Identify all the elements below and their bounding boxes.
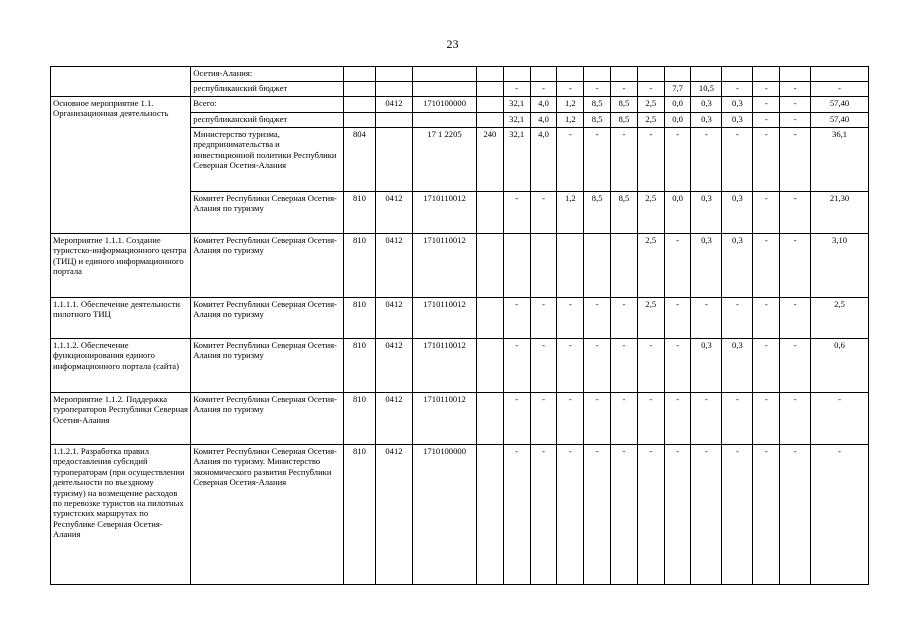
page-number: 23 <box>446 37 459 51</box>
value-cell <box>476 113 503 128</box>
responsible-executor-cell: Комитет Республики Северная Осетия-Алания по туризму <box>191 339 344 393</box>
value-cell: - <box>691 393 722 445</box>
value-cell: - <box>503 82 530 97</box>
value-cell: - <box>557 298 584 339</box>
value-cell: 4,0 <box>530 113 557 128</box>
value-cell: 4,0 <box>530 97 557 113</box>
value-cell: - <box>530 298 557 339</box>
value-cell: - <box>637 393 664 445</box>
value-cell: 1710100000 <box>413 445 477 585</box>
value-cell: - <box>503 298 530 339</box>
value-cell: - <box>664 234 691 298</box>
value-cell <box>584 67 611 82</box>
value-cell: 21,30 <box>811 192 869 234</box>
value-cell: 810 <box>343 393 375 445</box>
value-cell: - <box>780 393 811 445</box>
value-cell: - <box>780 298 811 339</box>
value-cell: - <box>753 393 780 445</box>
value-cell: - <box>611 128 638 192</box>
value-cell: - <box>503 339 530 393</box>
value-cell <box>664 67 691 82</box>
value-cell <box>413 113 477 128</box>
value-cell <box>476 192 503 234</box>
value-cell: 810 <box>343 339 375 393</box>
value-cell: 0412 <box>375 393 412 445</box>
value-cell: - <box>753 339 780 393</box>
value-cell: 0,0 <box>664 192 691 234</box>
value-cell: 1,2 <box>557 192 584 234</box>
value-cell: 1,2 <box>557 113 584 128</box>
value-cell: - <box>691 445 722 585</box>
responsible-executor-cell: республиканский бюджет <box>191 82 344 97</box>
value-cell <box>343 67 375 82</box>
value-cell: - <box>503 445 530 585</box>
value-cell: 0,6 <box>811 339 869 393</box>
value-cell: - <box>664 445 691 585</box>
activity-label-cell: 1.1.1.1. Обеспечение деятельности пилотного ТИЦ <box>51 298 191 339</box>
value-cell <box>691 67 722 82</box>
value-cell: 810 <box>343 298 375 339</box>
value-cell: 240 <box>476 128 503 192</box>
value-cell: 1710110012 <box>413 192 477 234</box>
value-cell: - <box>611 298 638 339</box>
value-cell <box>343 97 375 113</box>
value-cell: - <box>722 445 753 585</box>
activity-label-cell: Мероприятие 1.1.1. Создание туристско-информационного центра (ТИЦ) и единого информационного портала <box>51 234 191 298</box>
table-body <box>51 67 869 585</box>
value-cell: - <box>753 234 780 298</box>
value-cell: - <box>753 192 780 234</box>
value-cell: 0412 <box>375 339 412 393</box>
value-cell <box>413 67 477 82</box>
value-cell <box>780 67 811 82</box>
value-cell: 8,5 <box>611 192 638 234</box>
value-cell: - <box>530 82 557 97</box>
responsible-executor-cell: Комитет Республики Северная Осетия-Алания по туризму <box>191 192 344 234</box>
value-cell: - <box>530 339 557 393</box>
value-cell: - <box>557 82 584 97</box>
value-cell: 57,40 <box>811 113 869 128</box>
value-cell: 810 <box>343 192 375 234</box>
value-cell: - <box>780 82 811 97</box>
value-cell: - <box>557 128 584 192</box>
value-cell: 57,40 <box>811 97 869 113</box>
value-cell: 8,5 <box>611 97 638 113</box>
value-cell: 10,5 <box>691 82 722 97</box>
table-row <box>51 298 869 339</box>
value-cell <box>530 67 557 82</box>
value-cell: 2,5 <box>637 234 664 298</box>
activity-label-cell: 1.1.1.2. Обеспечение функционирования единого информационного портала (сайта) <box>51 339 191 393</box>
activity-label-cell <box>51 67 191 97</box>
value-cell: - <box>811 82 869 97</box>
value-cell <box>811 67 869 82</box>
activity-label-cell: Основное мероприятие 1.1. Организационная деятельность <box>51 97 191 234</box>
value-cell: - <box>753 113 780 128</box>
value-cell <box>476 234 503 298</box>
activity-label-cell: Мероприятие 1.1.2. Поддержка туроператоров Республики Северная Осетия-Алания <box>51 393 191 445</box>
value-cell: 2,5 <box>637 192 664 234</box>
value-cell <box>375 128 412 192</box>
value-cell: - <box>584 339 611 393</box>
table-row <box>51 339 869 393</box>
value-cell <box>375 113 412 128</box>
value-cell: 2,5 <box>637 298 664 339</box>
value-cell: 1,2 <box>557 97 584 113</box>
value-cell: 8,5 <box>584 113 611 128</box>
value-cell: - <box>530 192 557 234</box>
value-cell <box>343 113 375 128</box>
value-cell: 0,3 <box>722 113 753 128</box>
value-cell: - <box>584 82 611 97</box>
responsible-executor-cell: Комитет Республики Северная Осетия-Алания по туризму <box>191 234 344 298</box>
value-cell: - <box>811 445 869 585</box>
value-cell: 8,5 <box>584 97 611 113</box>
value-cell: 804 <box>343 128 375 192</box>
value-cell: 0,3 <box>691 339 722 393</box>
activity-label-cell: 1.1.2.1. Разработка правил предоставления субсидий туроператорам (при осуществлении деятельности по въездному туризму) на возмещение расходов по перевозке туристов на пилотных туристских маршрутах по Республике Северная Осетия-Алания <box>51 445 191 585</box>
value-cell <box>476 67 503 82</box>
responsible-executor-cell: Всего: <box>191 97 344 113</box>
value-cell: - <box>530 445 557 585</box>
responsible-executor-cell: Комитет Республики Северная Осетия-Алания по туризму. Министерство экономического развития Республики Северная Осетия-Алания <box>191 445 344 585</box>
value-cell <box>611 234 638 298</box>
value-cell: - <box>530 393 557 445</box>
value-cell: - <box>691 128 722 192</box>
value-cell: 0,3 <box>722 97 753 113</box>
value-cell <box>343 82 375 97</box>
value-cell <box>503 67 530 82</box>
value-cell: - <box>584 128 611 192</box>
value-cell: - <box>780 113 811 128</box>
value-cell: - <box>637 128 664 192</box>
value-cell: 0412 <box>375 192 412 234</box>
value-cell: - <box>664 339 691 393</box>
value-cell <box>476 82 503 97</box>
value-cell: - <box>557 339 584 393</box>
value-cell <box>476 445 503 585</box>
value-cell: - <box>611 82 638 97</box>
table-row <box>51 445 869 585</box>
value-cell: 2,5 <box>637 113 664 128</box>
value-cell <box>476 97 503 113</box>
value-cell: - <box>637 339 664 393</box>
value-cell: 0,3 <box>691 97 722 113</box>
value-cell: - <box>753 298 780 339</box>
value-cell: 0,0 <box>664 113 691 128</box>
value-cell: 32,1 <box>503 113 530 128</box>
value-cell <box>375 82 412 97</box>
value-cell: - <box>611 393 638 445</box>
value-cell <box>476 339 503 393</box>
value-cell: - <box>584 393 611 445</box>
responsible-executor-cell: Комитет Республики Северная Осетия-Алания по туризму <box>191 393 344 445</box>
value-cell: - <box>503 192 530 234</box>
value-cell <box>611 67 638 82</box>
value-cell: 7,7 <box>664 82 691 97</box>
value-cell: 1710110012 <box>413 393 477 445</box>
value-cell: 810 <box>343 234 375 298</box>
value-cell: - <box>664 393 691 445</box>
value-cell <box>503 234 530 298</box>
value-cell <box>413 82 477 97</box>
responsible-executor-cell: республиканский бюджет <box>191 113 344 128</box>
value-cell: - <box>780 97 811 113</box>
value-cell: 0,0 <box>664 97 691 113</box>
value-cell: 0,3 <box>691 113 722 128</box>
table-row <box>51 393 869 445</box>
value-cell: - <box>811 393 869 445</box>
responsible-executor-cell: Осетия-Алания: <box>191 67 344 82</box>
value-cell: - <box>664 298 691 339</box>
value-cell: - <box>780 339 811 393</box>
value-cell: 17 1 2205 <box>413 128 477 192</box>
value-cell: - <box>753 445 780 585</box>
value-cell <box>722 67 753 82</box>
value-cell: - <box>780 445 811 585</box>
value-cell: 0,3 <box>722 339 753 393</box>
value-cell: 32,1 <box>503 97 530 113</box>
value-cell <box>375 67 412 82</box>
value-cell <box>530 234 557 298</box>
value-cell: 36,1 <box>811 128 869 192</box>
value-cell: - <box>584 445 611 585</box>
value-cell: 3,10 <box>811 234 869 298</box>
value-cell: - <box>780 192 811 234</box>
value-cell: 1710110012 <box>413 339 477 393</box>
value-cell: 8,5 <box>611 113 638 128</box>
value-cell: - <box>637 445 664 585</box>
table-row <box>51 97 869 113</box>
value-cell: - <box>557 393 584 445</box>
value-cell: - <box>584 298 611 339</box>
value-cell: - <box>503 393 530 445</box>
value-cell <box>584 234 611 298</box>
table-row <box>51 67 869 82</box>
value-cell: - <box>722 82 753 97</box>
value-cell: 0412 <box>375 234 412 298</box>
value-cell: - <box>691 298 722 339</box>
value-cell: 1710100000 <box>413 97 477 113</box>
responsible-executor-cell: Министерство туризма, предпринимательства и инвестиционной политики Республики Северная Осетия-Алания <box>191 128 344 192</box>
table-row <box>51 234 869 298</box>
value-cell: - <box>722 393 753 445</box>
value-cell: - <box>753 97 780 113</box>
value-cell <box>753 67 780 82</box>
value-cell: 0,3 <box>691 234 722 298</box>
value-cell: - <box>780 128 811 192</box>
value-cell: 2,5 <box>637 97 664 113</box>
value-cell: 0,3 <box>691 192 722 234</box>
value-cell: 0412 <box>375 445 412 585</box>
value-cell: 0412 <box>375 298 412 339</box>
value-cell: - <box>753 82 780 97</box>
value-cell: - <box>611 445 638 585</box>
value-cell: - <box>753 128 780 192</box>
value-cell: 4,0 <box>530 128 557 192</box>
value-cell: 1710110012 <box>413 298 477 339</box>
value-cell: 0412 <box>375 97 412 113</box>
responsible-executor-cell: Комитет Республики Северная Осетия-Алания по туризму <box>191 298 344 339</box>
value-cell <box>476 298 503 339</box>
value-cell: - <box>611 339 638 393</box>
value-cell: - <box>637 82 664 97</box>
value-cell <box>557 234 584 298</box>
value-cell <box>637 67 664 82</box>
budget-table <box>50 66 869 585</box>
value-cell: - <box>722 128 753 192</box>
value-cell: - <box>664 128 691 192</box>
value-cell <box>476 393 503 445</box>
value-cell: 32,1 <box>503 128 530 192</box>
value-cell: 810 <box>343 445 375 585</box>
value-cell: - <box>780 234 811 298</box>
value-cell: - <box>722 298 753 339</box>
value-cell: - <box>557 445 584 585</box>
value-cell: 2,5 <box>811 298 869 339</box>
value-cell: 8,5 <box>584 192 611 234</box>
value-cell <box>557 67 584 82</box>
value-cell: 1710110012 <box>413 234 477 298</box>
value-cell: 0,3 <box>722 234 753 298</box>
value-cell: 0,3 <box>722 192 753 234</box>
